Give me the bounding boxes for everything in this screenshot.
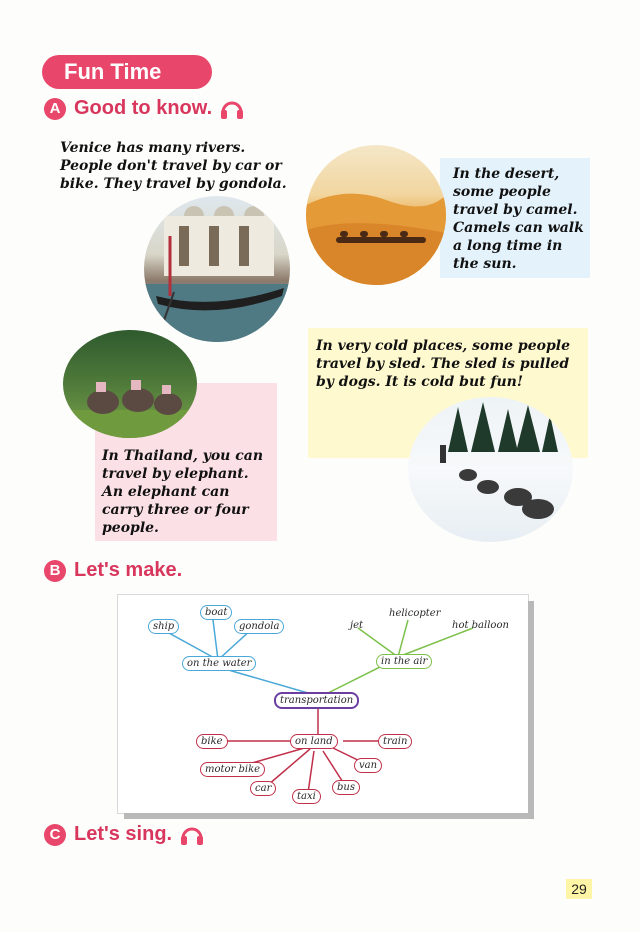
section-c-letter: C bbox=[44, 824, 66, 846]
map-word-taxi: taxi bbox=[292, 789, 321, 804]
venice-line: People don't travel by car or bbox=[60, 158, 282, 174]
map-hub-land: on land bbox=[290, 734, 338, 749]
thailand-line: people. bbox=[102, 520, 159, 536]
desert-line: a long time in bbox=[453, 238, 563, 254]
thailand-line: An elephant can bbox=[102, 484, 230, 500]
thailand-line: In Thailand, you can bbox=[102, 448, 263, 464]
map-center-transportation: transportation bbox=[274, 692, 359, 709]
map-word-gondola: gondola bbox=[234, 619, 284, 634]
map-word-bike: bike bbox=[196, 734, 228, 749]
section-b-heading bbox=[44, 559, 182, 582]
mind-map-board bbox=[118, 595, 528, 813]
sled-line: by dogs. It is cold but fun! bbox=[316, 374, 523, 390]
map-hub-air: in the air bbox=[376, 654, 432, 669]
section-a-label: Good to know. bbox=[74, 97, 213, 119]
desert-line: some people bbox=[453, 184, 551, 200]
venice-text bbox=[60, 139, 300, 193]
headphones-icon[interactable] bbox=[180, 824, 204, 846]
desert-text bbox=[453, 165, 593, 273]
venice-gondola-photo bbox=[144, 196, 290, 342]
desert-line: Camels can walk bbox=[453, 220, 584, 236]
venice-line: Venice has many rivers. bbox=[60, 140, 246, 156]
desert-line: travel by camel. bbox=[453, 202, 578, 218]
map-hub-water: on the water bbox=[182, 656, 256, 671]
map-word-bus: bus bbox=[332, 780, 360, 795]
elephant-photo bbox=[63, 330, 197, 438]
section-b-letter: B bbox=[44, 560, 66, 582]
thailand-line: carry three or four bbox=[102, 502, 249, 518]
desert-line: the sun. bbox=[453, 256, 517, 272]
map-word-jet: jet bbox=[350, 620, 364, 631]
map-word-boat: boat bbox=[200, 605, 232, 620]
desert-camel-photo bbox=[306, 145, 446, 285]
sled-text bbox=[316, 337, 591, 391]
dog-sled-photo bbox=[408, 397, 573, 542]
section-title: Fun Time bbox=[42, 55, 212, 89]
section-c-heading bbox=[44, 823, 204, 846]
section-c-label: Let's sing. bbox=[74, 823, 173, 845]
map-word-hot-balloon: hot balloon bbox=[452, 620, 509, 631]
section-a-letter: A bbox=[44, 98, 66, 120]
map-word-ship: ship bbox=[148, 619, 179, 634]
desert-line: In the desert, bbox=[453, 166, 560, 182]
map-word-van: van bbox=[354, 758, 382, 773]
thailand-line: travel by elephant. bbox=[102, 466, 249, 482]
venice-line: bike. They travel by gondola. bbox=[60, 176, 287, 192]
section-b-label: Let's make. bbox=[74, 559, 183, 581]
venice-gondola-illustration bbox=[144, 196, 290, 342]
page-number: 29 bbox=[566, 879, 592, 899]
section-a-heading bbox=[44, 97, 244, 120]
sled-line: In very cold places, some people bbox=[316, 338, 570, 354]
map-word-helicopter: helicopter bbox=[389, 608, 441, 619]
map-word-motor-bike: motor bike bbox=[200, 762, 265, 777]
map-word-train: train bbox=[378, 734, 412, 749]
thailand-text bbox=[102, 447, 282, 537]
headphones-icon[interactable] bbox=[220, 98, 244, 120]
elephants-illustration bbox=[63, 330, 197, 438]
sled-line: travel by sled. The sled is pulled bbox=[316, 356, 570, 372]
desert-camels-illustration bbox=[306, 145, 446, 285]
dog-sled-illustration bbox=[408, 397, 573, 542]
map-word-car: car bbox=[250, 781, 276, 796]
